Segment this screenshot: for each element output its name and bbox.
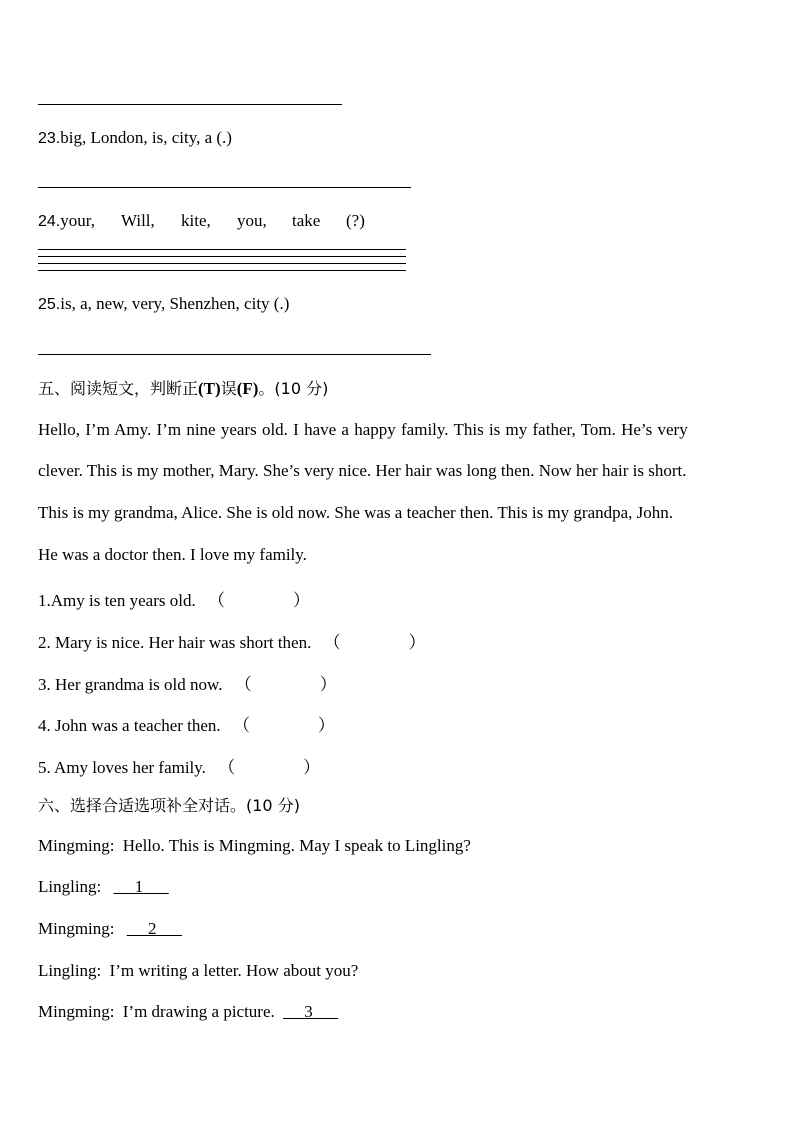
tf-question: 2. Mary is nice. Her hair was short then. （ ）	[38, 633, 426, 652]
tf-question: 1.Amy is ten years old. （ ）	[38, 591, 310, 610]
answer-line	[38, 354, 431, 355]
question-number: 24.	[38, 213, 61, 230]
answer-paren[interactable]: （ ）	[232, 716, 335, 735]
speaker: Mingming:	[38, 836, 115, 855]
scrambled-word: (?)	[346, 211, 365, 230]
scrambled-words: is, a, new, very, Shenzhen, city (.)	[60, 294, 290, 313]
question-25	[38, 294, 289, 314]
tf-question: 5. Amy loves her family. （ ）	[38, 758, 321, 777]
writing-line	[38, 270, 406, 271]
section-6-heading: 六、选择合适选项补全对话。(10 分)	[38, 796, 300, 815]
dialogue-line	[38, 1002, 338, 1022]
speaker: Mingming:	[38, 1002, 115, 1021]
question-24	[38, 211, 95, 231]
speaker: Lingling:	[38, 877, 102, 896]
answer-line	[38, 104, 342, 105]
question-23	[38, 128, 232, 148]
writing-line	[38, 249, 406, 250]
dialogue-text: I’m writing a letter. How about you?	[109, 961, 359, 980]
scrambled-word: you,	[237, 211, 267, 230]
tf-question: 3. Her grandma is old now. （ ）	[38, 675, 337, 694]
section-5-heading: 五、阅读短文，判断正(T)误(F)。(10 分)	[38, 379, 329, 398]
passage-line: He was a doctor then. I love my family.	[38, 545, 307, 564]
scrambled-word: take	[292, 211, 321, 230]
answer-blank[interactable]: 1	[134, 877, 144, 896]
writing-line	[38, 256, 406, 257]
writing-line	[38, 263, 406, 264]
answer-paren[interactable]: （ ）	[234, 675, 337, 694]
answer-paren[interactable]: （ ）	[207, 591, 310, 610]
passage-line: Hello, I’m Amy. I’m nine years old. I have a happy family. This is my father, Tom. He’s very	[38, 420, 688, 439]
dialogue-text: Hello. This is Mingming. May I speak to Lingling?	[122, 836, 471, 855]
scrambled-word: Will,	[121, 211, 155, 230]
answer-paren[interactable]: （ ）	[323, 633, 426, 652]
answer-paren[interactable]: （ ）	[218, 758, 321, 777]
passage-line: This is my grandma, Alice. She is old now. She was a teacher then. This is my grandpa, John.	[38, 503, 674, 522]
dialogue-line	[38, 919, 182, 939]
scrambled-word: your,	[60, 211, 95, 230]
tf-question: 4. John was a teacher then. （ ）	[38, 716, 335, 735]
question-number: 25.	[38, 296, 61, 313]
scrambled-word: kite,	[181, 211, 211, 230]
scrambled-words: big, London, is, city, a (.)	[60, 128, 232, 147]
question-number: 23.	[38, 130, 61, 147]
answer-blank[interactable]: 2	[148, 919, 157, 938]
passage-line: clever. This is my mother, Mary. She’s very nice. Her hair was long then. Now her hair is short.	[38, 461, 687, 480]
speaker: Mingming:	[38, 919, 115, 938]
answer-blank[interactable]: 3	[304, 1002, 313, 1021]
answer-line	[38, 187, 411, 188]
dialogue-line	[38, 877, 169, 897]
dialogue-line	[38, 836, 471, 856]
dialogue-line	[38, 961, 358, 981]
speaker: Lingling:	[38, 961, 102, 980]
dialogue-text: I’m drawing a picture.	[122, 1002, 275, 1021]
